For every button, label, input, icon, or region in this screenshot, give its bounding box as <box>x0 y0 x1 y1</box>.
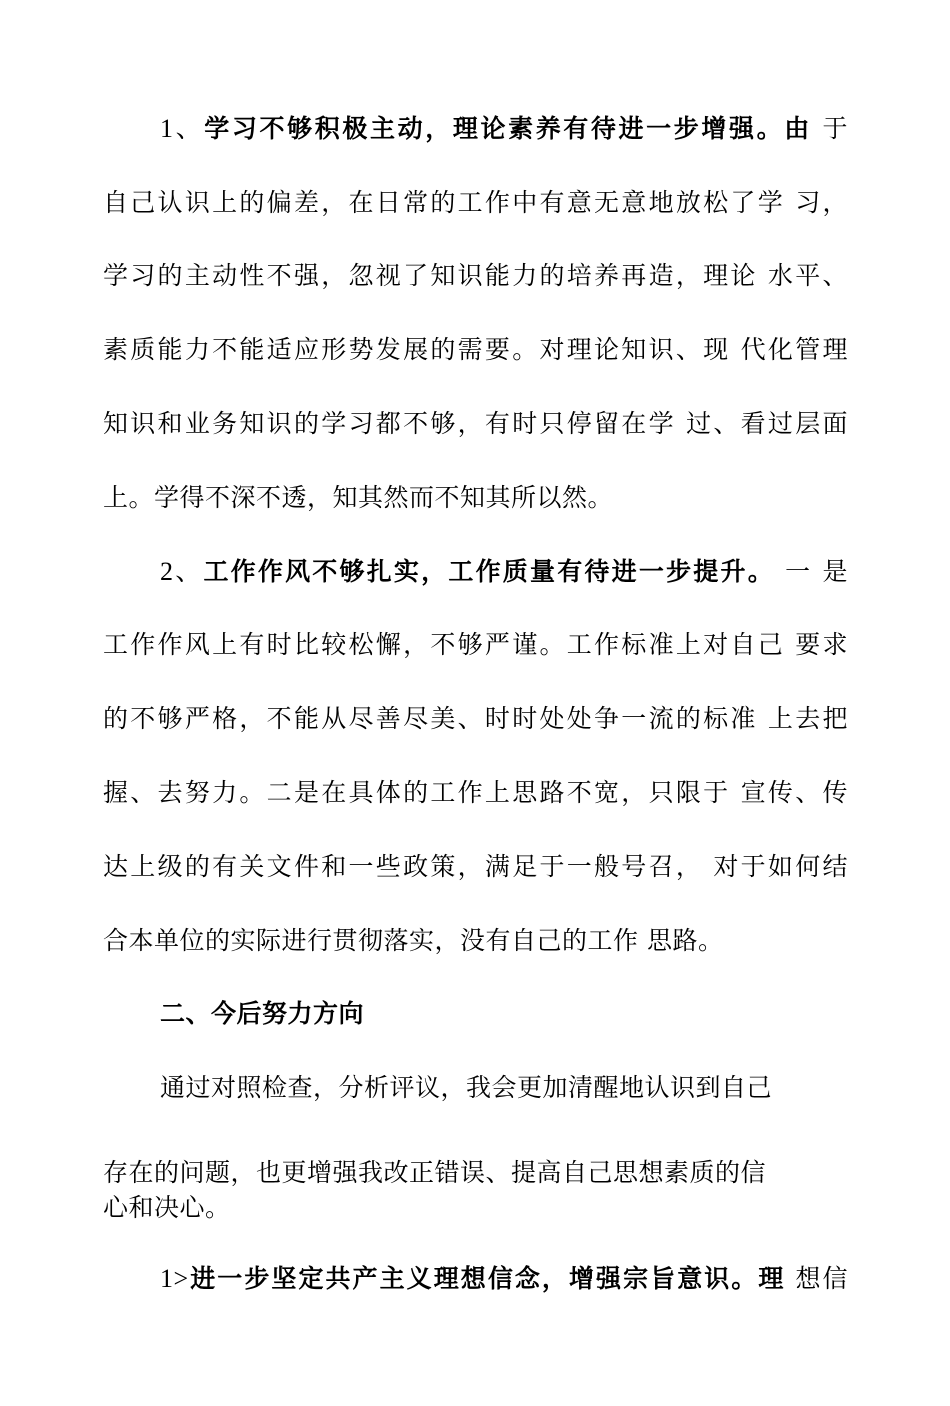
section2-intro-line-1: 存在的问题，也更增强我改正错误、提高自己思想素质的信 <box>103 1158 767 1187</box>
section2-intro-line-0: 通过对照检查，分析评议，我会更加清醒地认识到自己 <box>160 1073 773 1102</box>
item1-line-1: 自己认识上的偏差，在日常的工作中有意无意地放松了学 习， <box>103 188 848 217</box>
item2-line-2: 的不够严格，不能从尽善尽美、时时处处争一流的标准 上去把 <box>103 704 848 733</box>
item2-first-line <box>160 555 848 589</box>
item1-line-5: 上。学得不深不透，知其然而不知其所以然。 <box>103 483 614 512</box>
item2-line-4: 达上级的有关文件和一些政策，满足于一般号召， 对于如何结 <box>103 852 848 881</box>
item2-line-0: 一 是 <box>785 557 848 586</box>
item2-line-3: 握、去努力。二是在具体的工作上思路不宽，只限于 宣传、传 <box>103 778 848 807</box>
item1-line-0: 于 <box>822 114 848 143</box>
item1-heading: 学习不够积极主动，理论素养有待进一步增强。由 <box>204 114 812 143</box>
section2-title: 二、今后努力方向 <box>160 999 365 1028</box>
item1-line-2: 学习的主动性不强，忽视了知识能力的培养再造，理论 水平、 <box>103 261 848 290</box>
section2-item1-heading: 进一步坚定共产主义理想信念，增强宗旨意识。理 <box>188 1264 786 1293</box>
section2-item1-tail: 想信 <box>795 1264 848 1293</box>
item1-number: 1、 <box>160 114 205 143</box>
item2-line-5: 合本单位的实际进行贯彻落实，没有自己的工作 思路。 <box>103 926 724 955</box>
section2-item1-line <box>160 1262 848 1296</box>
section2-intro-line-2: 心和决心。 <box>103 1193 231 1222</box>
item2-number: 2、 <box>160 557 204 586</box>
item1-line-3: 素质能力不能适应形势发展的需要。对理论知识、现 代化管理 <box>103 335 848 364</box>
item2-line-1: 工作作风上有时比较松懈，不够严谨。工作标准上对自己 要求 <box>103 630 848 659</box>
item1-line-4: 知识和业务知识的学习都不够，有时只停留在学 过、看过层面 <box>103 409 848 438</box>
item2-heading: 工作作风不够扎实，工作质量有待进一步提升。 <box>203 557 775 586</box>
section2-item1-number: 1> <box>160 1264 189 1293</box>
item1-first-line <box>160 112 848 146</box>
